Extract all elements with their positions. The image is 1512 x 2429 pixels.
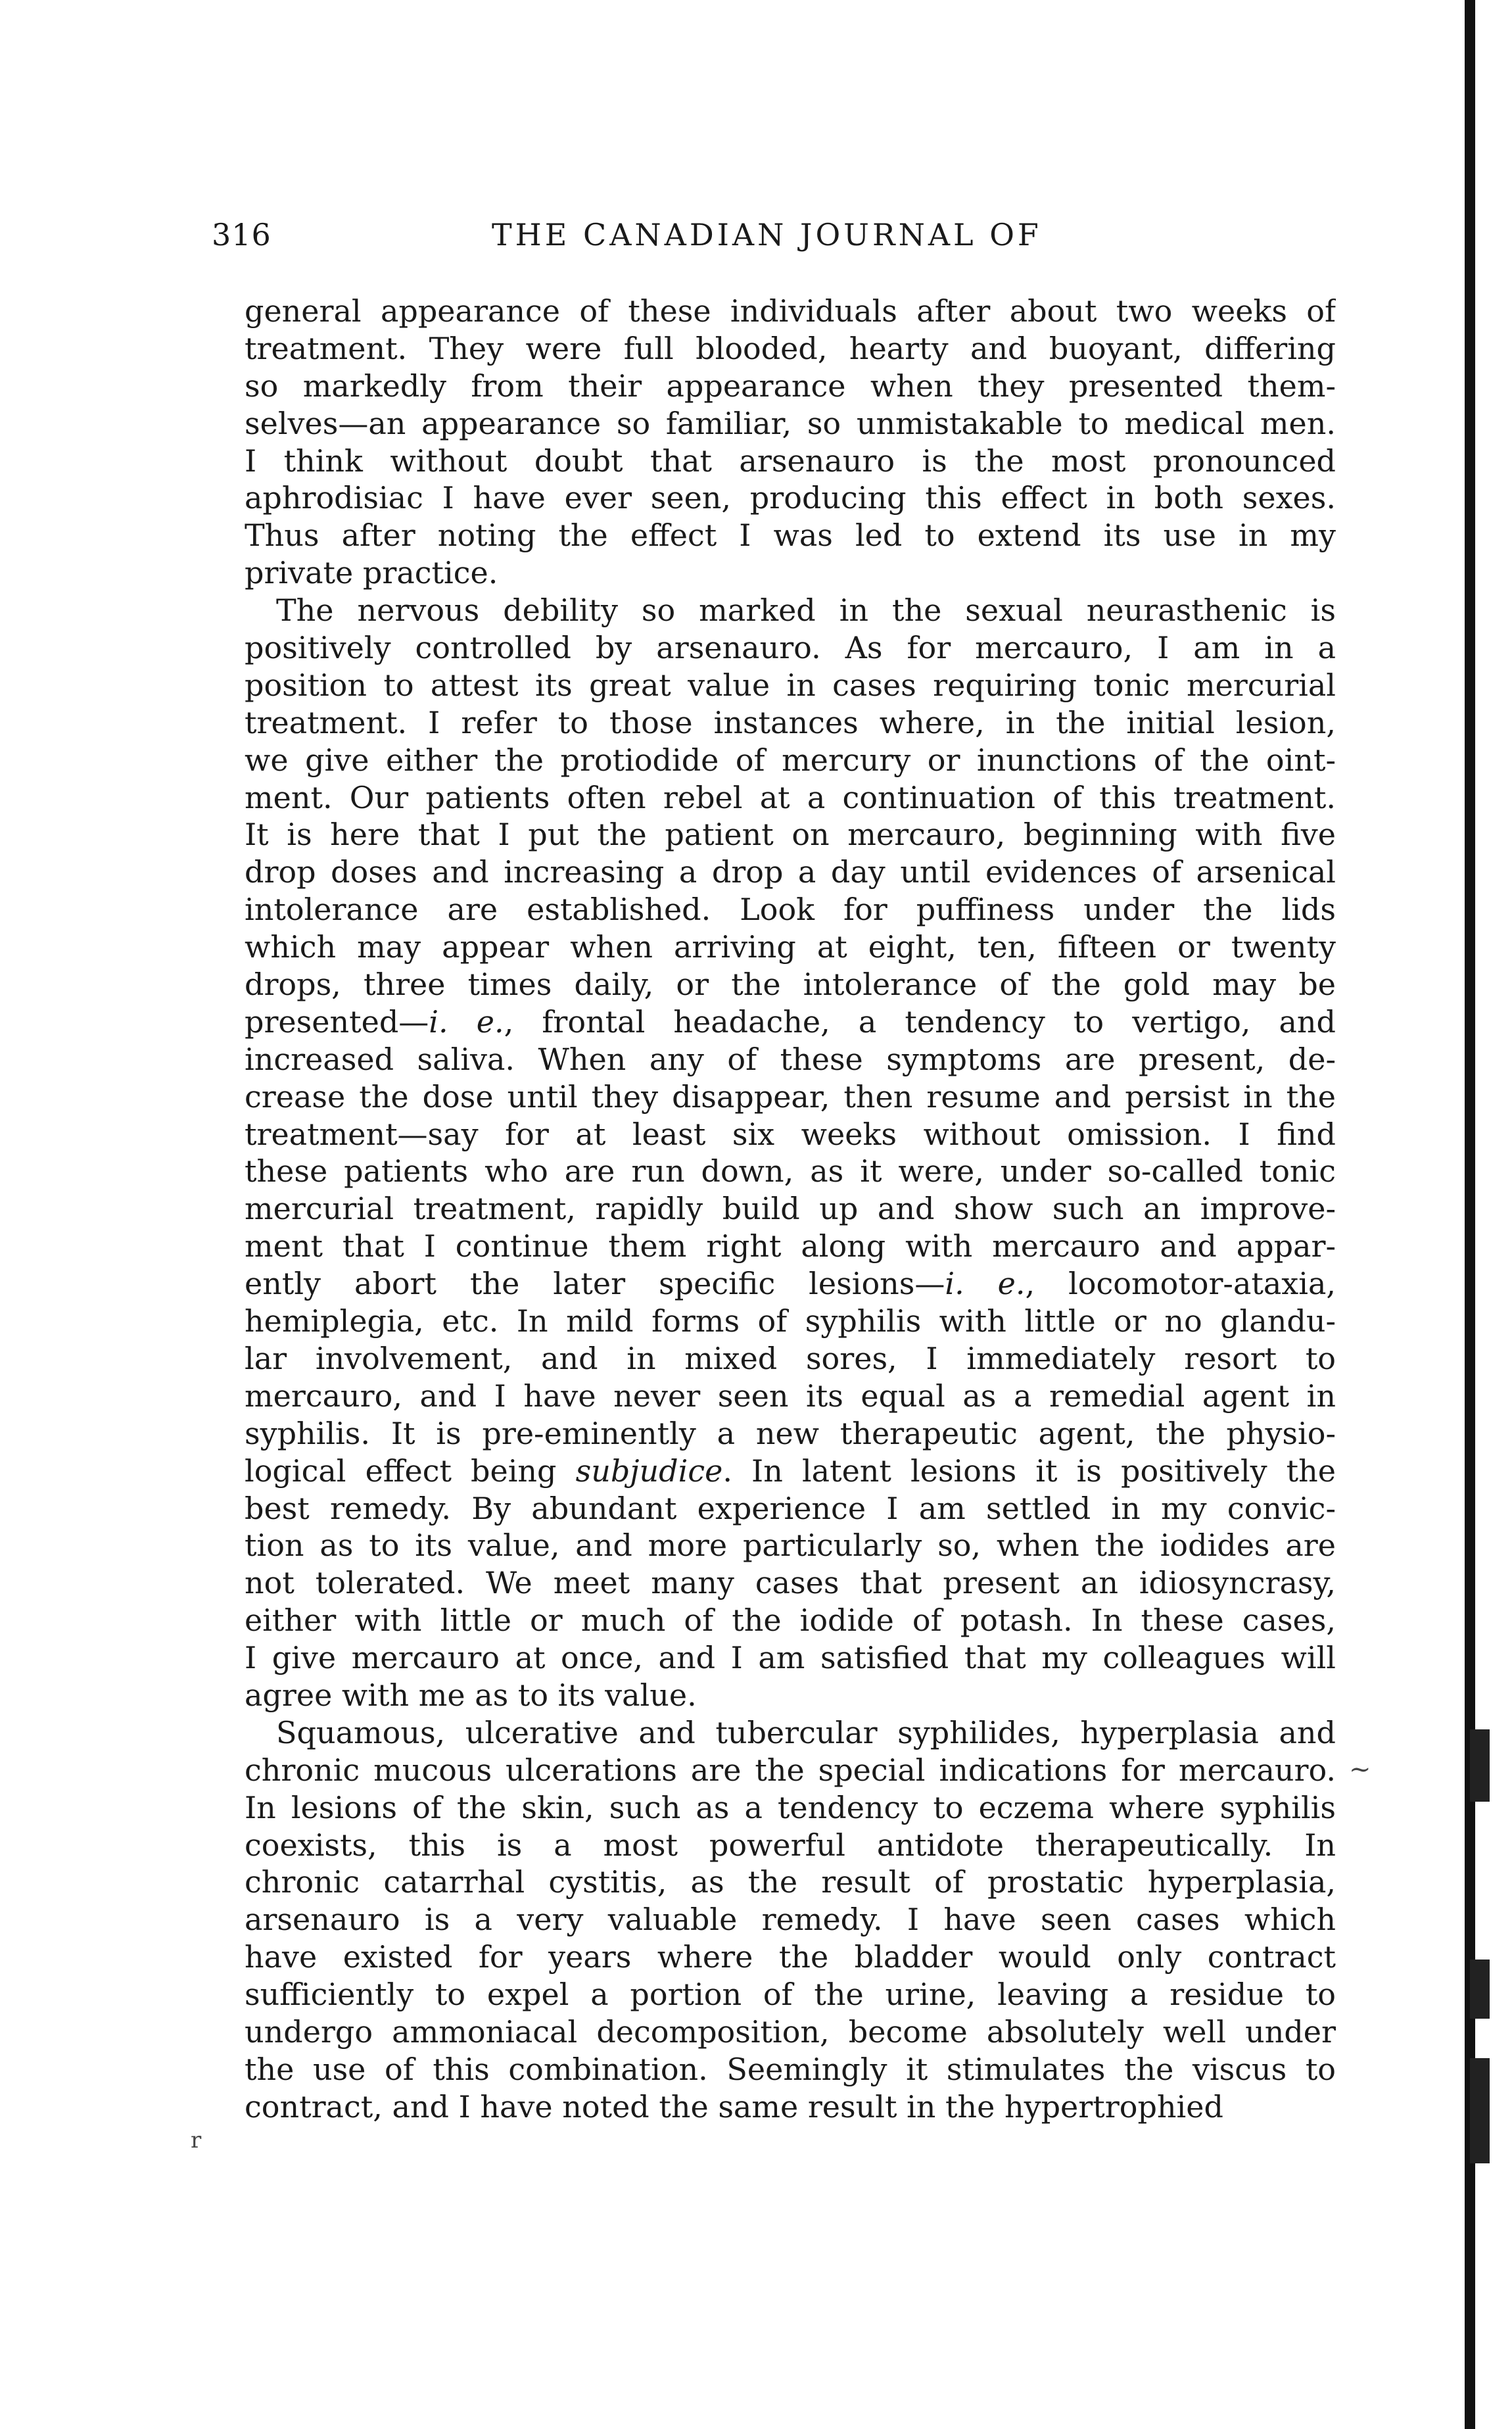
binding-speck xyxy=(1470,2058,1490,2163)
margin-mark: r xyxy=(191,2127,202,2153)
text-line: Thus after noting the effect I was led to extend its use in my xyxy=(245,517,1336,554)
text-line: The nervous debility so marked in the sexual neurasthenic is xyxy=(276,592,1336,629)
text-line: treatment. I refer to those instances where, in the initial lesion, xyxy=(245,704,1336,740)
text-line: chronic catarrhal cystitis, as the result of prostatic hyperplasia, xyxy=(245,1864,1336,1900)
text-line: ently abort the later specific lesions—i. e., locomotor-ataxia, xyxy=(245,1266,1336,1302)
text-line: the use of this combination. Seemingly it stimulates the viscus to xyxy=(245,2051,1336,2087)
text-line: mercauro, and I have never seen its equal as a remedial agent in xyxy=(245,1378,1336,1414)
text-line: I think without doubt that arsenauro is the most pronounced xyxy=(245,443,1336,479)
text-line: contract, and I have noted the same result in the hypertrophied xyxy=(245,2088,1223,2125)
text-line: undergo ammoniacal decomposition, become absolutely well under xyxy=(245,2013,1336,2050)
text-line: presented—i. e., frontal headache, a tendency to vertigo, and xyxy=(245,1003,1336,1040)
text-line: hemiplegia, etc. In mild forms of syphilis with little or no glandu- xyxy=(245,1303,1336,1339)
text-line: not tolerated. We meet many cases that present an idiosyncrasy, xyxy=(245,1565,1336,1601)
text-line: aphrodisiac I have ever seen, producing this effect in both sexes. xyxy=(245,480,1336,516)
text-line: we give either the protiodide of mercury or inunctions of the oint- xyxy=(245,742,1336,778)
text-line: chronic mucous ulcerations are the special indications for mercauro. xyxy=(245,1752,1336,1788)
binding-speck xyxy=(1470,1960,1490,2019)
text-line: syphilis. It is pre-eminently a new therapeutic agent, the physio- xyxy=(245,1415,1336,1451)
running-head: THE CANADIAN JOURNAL OF xyxy=(492,217,1042,253)
margin-dash: ~ xyxy=(1349,1754,1371,1785)
text-line: mercurial treatment, rapidly build up and show such an improve- xyxy=(245,1191,1336,1227)
text-line: agree with me as to its value. xyxy=(245,1677,697,1713)
text-line: Squamous, ulcerative and tubercular syphilides, hyperplasia and xyxy=(276,1714,1336,1750)
text-line: position to attest its great value in cases requiring tonic mercurial xyxy=(245,667,1336,703)
text-line: crease the dose until they disappear, then resume and persist in the xyxy=(245,1078,1336,1115)
text-line: general appearance of these individuals after about two weeks of xyxy=(245,293,1336,329)
text-line: positively controlled by arsenauro. As for mercauro, I am in a xyxy=(245,630,1336,666)
text-line: lar involvement, and in mixed sores, I immediately resort to xyxy=(245,1340,1336,1376)
text-line: increased saliva. When any of these symptoms are present, de- xyxy=(245,1041,1336,1077)
text-line: In lesions of the skin, such as a tendency to eczema where syphilis xyxy=(245,1789,1336,1825)
text-line: logical effect being subjudice. In latent lesions it is positively the xyxy=(245,1453,1336,1489)
text-line: selves—an appearance so familiar, so unmistakable to medical men. xyxy=(245,405,1336,441)
text-line: treatment. They were full blooded, hearty and buoyant, differing xyxy=(245,330,1336,366)
text-line: which may appear when arriving at eight, ten, fifteen or twenty xyxy=(245,929,1336,965)
text-line: sufficiently to expel a portion of the urine, leaving a residue to xyxy=(245,1977,1336,2013)
text-line: I give mercauro at once, and I am satisfied that my colleagues will xyxy=(245,1640,1336,1676)
text-line: either with little or much of the iodide of potash. In these cases, xyxy=(245,1602,1336,1639)
text-line: tion as to its value, and more particularly so, when the iodides are xyxy=(245,1527,1336,1564)
page-number: 316 xyxy=(212,217,272,253)
text-line: drop doses and increasing a drop a day until evidences of arsenical xyxy=(245,854,1336,890)
text-line: private practice. xyxy=(245,555,498,591)
text-line: It is here that I put the patient on mercauro, beginning with five xyxy=(245,817,1336,853)
text-line: best remedy. By abundant experience I am settled in my convic- xyxy=(245,1490,1336,1526)
text-line: intolerance are established. Look for puffiness under the lids xyxy=(245,892,1336,928)
binding-speck xyxy=(1470,1729,1490,1802)
text-line: so markedly from their appearance when they presented them- xyxy=(245,368,1336,404)
text-line: arsenauro is a very valuable remedy. I have seen cases which xyxy=(245,1902,1336,1938)
text-line: treatment—say for at least six weeks without omission. I find xyxy=(245,1116,1336,1152)
text-line: these patients who are run down, as it were, under so-called tonic xyxy=(245,1153,1336,1190)
text-line: drops, three times daily, or the intolerance of the gold may be xyxy=(245,967,1336,1003)
text-line: ment that I continue them right along with mercauro and appar- xyxy=(245,1228,1336,1264)
body-text xyxy=(245,293,1336,2126)
text-line: have existed for years where the bladder would only contract xyxy=(245,1939,1336,1975)
text-line: coexists, this is a most powerful antidote therapeutically. In xyxy=(245,1827,1336,1863)
text-line: ment. Our patients often rebel at a continuation of this treatment. xyxy=(245,779,1336,815)
